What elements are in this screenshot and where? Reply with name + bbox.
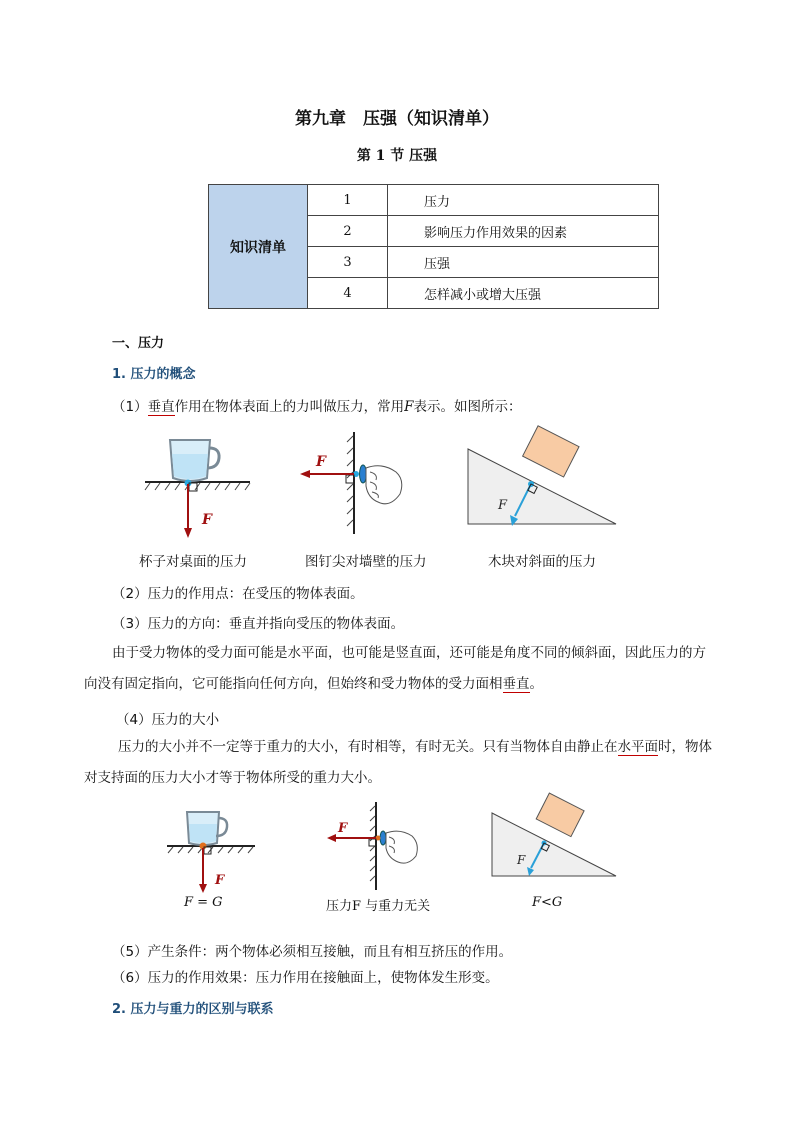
section-heading-pressure: 一、压力 — [112, 336, 165, 351]
cup-on-table-diagram — [140, 428, 260, 543]
block-on-incline-diagram-2 — [490, 808, 620, 880]
point-2: （2）压力的作用点：在受压的物体表面。 — [112, 586, 364, 602]
table-cell-item: 影响压力作用效果的因素 — [388, 216, 659, 247]
direction-paragraph: 由于受力物体的受力面可能是水平面，也可能是竖直面，还可能是角度不同的倾斜面，因此压力的方向没有固定指向，它可能指向任何方向，但始终和受力物体的受力面相垂直。 — [84, 645, 706, 692]
force-label: F — [316, 454, 326, 470]
table-cell-num: 4 — [308, 278, 388, 309]
keyword-perpendicular-2: 垂直 — [502, 676, 530, 692]
knowledge-list-table — [208, 184, 659, 309]
caption-block: 木块对斜面的压力 — [488, 554, 596, 570]
point-3: （3）压力的方向：垂直并指向受压的物体表面。 — [112, 616, 405, 632]
force-label: F — [498, 498, 508, 513]
point-5: （5）产生条件：两个物体必须相互接触，而且有相互挤压的作用。 — [112, 944, 513, 960]
keyword-perpendicular: 垂直 — [147, 399, 175, 415]
page-subtitle: 第 1 节 压强 — [356, 148, 438, 164]
table-cell-num: 3 — [308, 247, 388, 278]
definition-line: （1）垂直作用在物体表面上的力叫做压力，常用F表示。如图所示： — [112, 399, 522, 415]
force-label: F — [215, 873, 225, 888]
point-6: （6）压力的作用效果：压力作用在接触面上，使物体发生形变。 — [112, 970, 499, 986]
table-header-cell: 知识清单 — [209, 185, 308, 309]
table-row — [209, 185, 659, 216]
thumbtack-wall-diagram — [292, 428, 412, 538]
block-on-incline-diagram — [466, 444, 621, 529]
caption-f-equals-g: F = G — [184, 895, 223, 910]
concept-heading: 1. 压力的概念 — [112, 367, 196, 382]
section-heading-difference: 2. 压力与重力的区别与联系 — [112, 1002, 274, 1017]
table-cell-num: 2 — [308, 216, 388, 247]
force-label: F — [338, 821, 348, 836]
force-label: F — [517, 853, 526, 867]
table-cell-num: 1 — [308, 185, 388, 216]
thumbtack-wall-diagram-2 — [322, 800, 432, 892]
caption-cup: 杯子对桌面的压力 — [139, 554, 247, 570]
table-cell-item: 压力 — [388, 185, 659, 216]
point-4: （4）压力的大小 — [116, 712, 220, 728]
caption-thumbtack: 图钉尖对墙壁的压力 — [305, 554, 427, 570]
magnitude-paragraph: 压力的大小并不一定等于重力的大小，有时相等，有时无关。只有当物体自由静止在水平面时，物体对支持面的压力大小才等于物体所受的重力大小。 — [84, 739, 712, 786]
table-cell-item: 怎样减小或增大压强 — [388, 278, 659, 309]
table-cell-item: 压强 — [388, 247, 659, 278]
keyword-horizontal: 水平面 — [617, 739, 658, 755]
page-title: 第九章 压强（知识清单） — [295, 109, 499, 129]
cup-weight-diagram — [165, 806, 260, 894]
force-label: F — [202, 512, 212, 528]
caption-f-less-g: F<G — [532, 895, 563, 910]
caption-unrelated: 压力F 与重力无关 — [326, 899, 431, 914]
